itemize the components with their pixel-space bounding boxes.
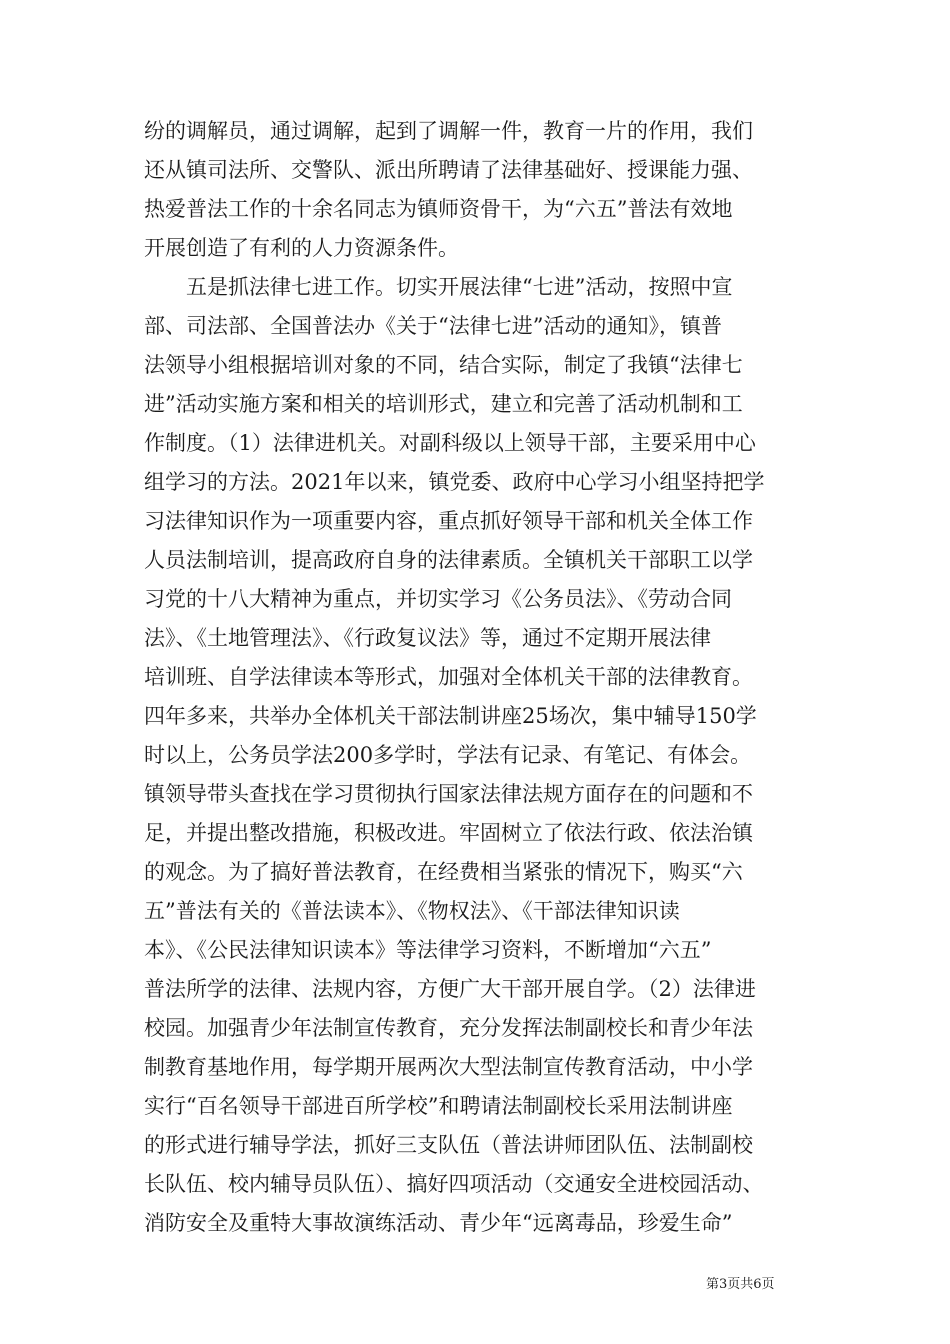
text-line: 普法所学的法律、法规内容，方便广大干部开展自学。（2）法律进 [144,977,756,1001]
text-line: 消防安全及重特大事故演练活动、青少年“远离毒品，珍爱生命” [144,1211,733,1235]
text-line: 进”活动实施方案和相关的培训形式，建立和完善了活动机制和工 [144,392,743,416]
text-line: 的形式进行辅导学法，抓好三支队伍（普法讲师团队伍、法制副校 [144,1133,753,1157]
text-line: 纷的调解员，通过调解，起到了调解一件，教育一片的作用，我们 [144,119,753,143]
text-line: 五”普法有关的《普法读本》、《物权法》、《干部法律知识读 [144,899,680,923]
text-line: 的观念。为了搞好普法教育，在经费相当紧张的情况下，购买“六 [144,860,743,884]
text-line: 习法律知识作为一项重要内容，重点抓好领导干部和机关全体工作 [144,509,753,533]
text-line: 时以上，公务员学法200多学时，学法有记录、有笔记、有体会。 [144,743,752,767]
text-line: 还从镇司法所、交警队、派出所聘请了法律基础好、授课能力强、 [144,158,753,182]
text-line: 长队伍、校内辅导员队伍）、搞好四项活动（交通安全进校园活动、 [144,1172,764,1196]
text-line: 足，并提出整改措施，积极改进。牢固树立了依法行政、依法治镇 [144,821,753,845]
text-line: 镇领导带头查找在学习贯彻执行国家法律法规方面存在的问题和不 [144,782,753,806]
text-line: 实行“百名领导干部进百所学校”和聘请法制副校长采用法制讲座 [144,1094,733,1118]
text-line: 校园。加强青少年法制宣传教育，充分发挥法制副校长和青少年法 [144,1016,753,1040]
text-line: 培训班、自学法律读本等形式，加强对全体机关干部的法律教育。 [144,665,753,689]
text-line: 热爱普法工作的十余名同志为镇师资骨干，为“六五”普法有效地 [144,197,733,221]
text-line: 组学习的方法。2021年以来，镇党委、政府中心学习小组坚持把学 [144,470,765,494]
text-line: 制教育基地作用，每学期开展两次大型法制宣传教育活动，中小学 [144,1055,753,1079]
text-line: 开展创造了有利的人力资源条件。 [144,236,459,260]
page-number: 第3页共6页 [706,1277,775,1292]
text-line: 五是抓法律七进工作。切实开展法律“七进”活动，按照中宣 [144,275,733,299]
text-line: 本》、《公民法律知识读本》等法律学习资料，不断增加“六五” [144,938,712,962]
text-line: 法》、《土地管理法》、《行政复议法》等，通过不定期开展法律 [144,626,711,650]
text-line: 部、司法部、全国普法办《关于“法律七进”活动的通知》，镇普 [144,314,722,338]
text-line: 法领导小组根据培训对象的不同，结合实际，制定了我镇“法律七 [144,353,743,377]
text-line: 习党的十八大精神为重点，并切实学习《公务员法》、《劳动合同 [144,587,732,611]
text-line: 作制度。（1）法律进机关。对副科级以上领导干部，主要采用中心 [144,431,756,455]
text-line: 四年多来，共举办全体机关干部法制讲座25场次，集中辅导150学 [144,704,757,728]
text-line: 人员法制培训，提高政府自身的法律素质。全镇机关干部职工以学 [144,548,753,572]
